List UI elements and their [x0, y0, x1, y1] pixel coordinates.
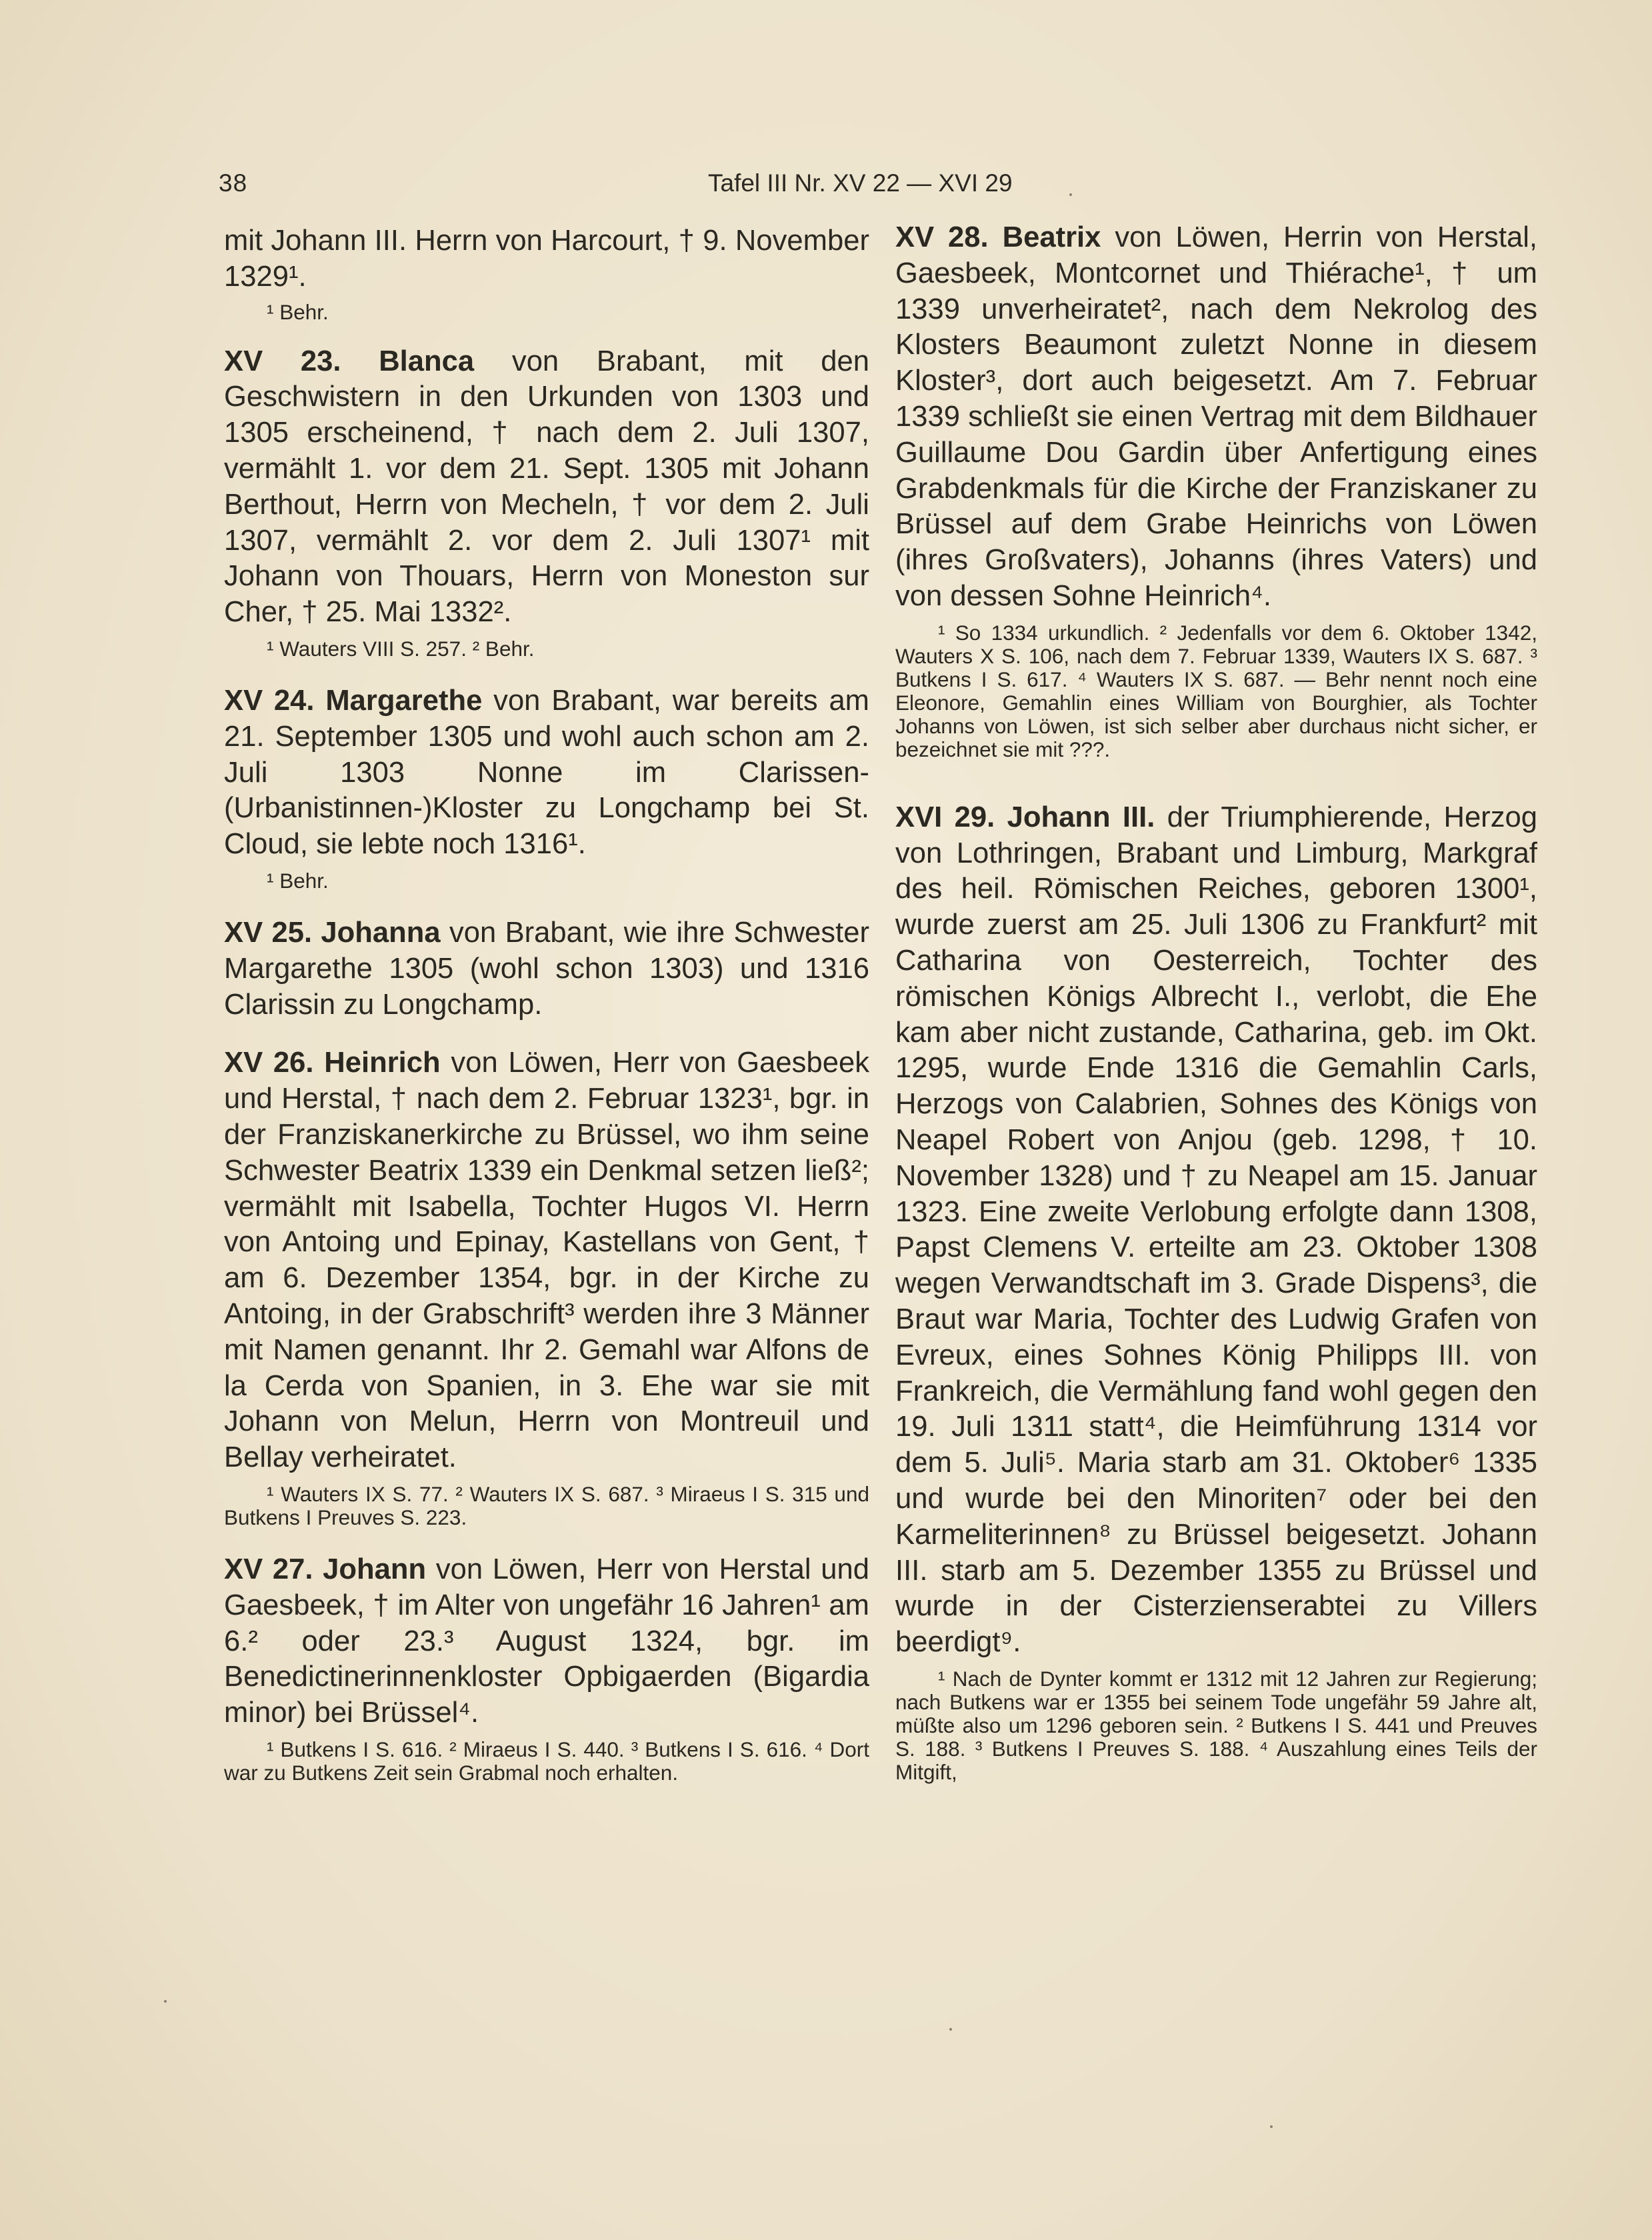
entry-xv27: [224, 1552, 869, 1785]
entry-id: XV 23.: [224, 345, 341, 377]
footnote: ¹ Behr.: [267, 299, 329, 324]
right-column: [895, 220, 1537, 1807]
entry-name: Beatrix: [1002, 221, 1101, 253]
entry-name: Johanna: [321, 916, 441, 949]
entry-name: Blanca: [379, 345, 475, 377]
entry-id: XV 25.: [224, 916, 313, 949]
running-head: Tafel III Nr. XV 22 — XVI 29: [708, 169, 1013, 197]
footnotes: ¹ Butkens I S. 616. ² Miraeus I S. 440. ³ Butkens I S. 616. ⁴ Dort war zu Butkens Zeit sein Grabmal noch erhalten.: [224, 1737, 869, 1785]
entry-text: von Brabant, wie ihre Schwester Margarethe 1305 (wohl schon 1303) und 1316 Clarissin zu Longchamp.: [224, 916, 869, 1021]
footnotes: ¹ So 1334 urkundlich. ² Jedenfalls vor dem 6. Oktober 1342, Wauters X S. 106, nach dem 7. Februar 1339, Wauters IX S. 687. ³ Butkens I S. 617. ⁴ Wauters IX S. 687. — Behr nennt noch eine Eleonore, Gemahlin eines William von Bourghier, als Tochter Johanns von Löwen, ist sich selber aber durchaus nicht sicher, er bezeichnet sie mit ???.: [895, 620, 1537, 761]
entry-name: Heinrich: [324, 1047, 441, 1079]
entry-id: XV 26.: [224, 1047, 314, 1079]
entry-text: von Löwen, Herr von Gaesbeek und Herstal, † nach dem 2. Februar 1323¹, bgr. in der Franziskanerkirche zu Brüssel, wo ihm seine Schwester Beatrix 1339 ein Denkmal setzen ließ²; vermählt mit Isabella, Tochter Hugos VI. Herrn von Antoing und Epinay, Kastellans von Gent, † am 6. Dezember 1354, bgr. in der Kirche zu Antoing, in der Grabschrift³ werden ihre 3 Männer mit Namen genannt. Ihr 2. Gemahl war Alfons de la Cerda von Spanien, in 3. Ehe war sie mit Johann von Melun, Herrn von Montreuil und Bellay verheiratet.: [224, 1047, 869, 1474]
footnotes: ¹ Wauters VIII S. 257. ² Behr.: [267, 636, 535, 661]
entry-id: XV 24.: [224, 684, 315, 717]
entry-xv23: [224, 344, 869, 661]
entry-text: von Löwen, Herrin von Herstal, Gaesbeek, Montcornet und Thiérache¹, † um 1339 unverheiratet², nach dem Nekrolog des Klosters Beaumont zuletzt Nonne in diesem Kloster³, dort auch beigesetzt. Am 7. Februar 1339 schließt sie einen Vertrag mit dem Bildhauer Guillaume Dou Gardin über Anfertigung eines Grabdenkmals für die Kirche der Franziskaner zu Brüssel auf dem Grabe Heinrichs von Löwen (ihres Großvaters), Johanns (ihres Vaters) und von dessen Sohne Heinrich⁴.: [895, 221, 1537, 612]
entry-xv26: [224, 1045, 869, 1529]
entry-text: von Brabant, war bereits am 21. September 1305 und wohl auch schon am 2. Juli 1303 Nonne im Clarissen-(Urbanistinnen-)Kloster zu Longchamp bei St. Cloud, sie lebte noch 1316¹.: [224, 684, 869, 861]
entry-text: von Löwen, Herr von Herstal und Gaesbeek, † im Alter von ungefähr 16 Jahren¹ am 6.² oder 23.³ August 1324, bgr. im Benedictinerinnenkloster Opbigaerden (Bigardia minor) bei Brüssel⁴.: [224, 1553, 869, 1729]
entry-xv28: [895, 220, 1537, 761]
entry-xv24: [224, 683, 869, 893]
paper-speck: [949, 2028, 952, 2031]
entry-id: XVI 29.: [895, 801, 995, 833]
paper-speck: [1069, 193, 1072, 196]
left-column: [224, 223, 869, 1807]
entry-id: XV 28.: [895, 221, 989, 253]
paper-speck: [1270, 2125, 1273, 2128]
entry-name: Johann III.: [1007, 801, 1155, 833]
entry-xvi29: [895, 800, 1537, 1784]
page-number: 38: [219, 169, 248, 197]
footnotes: ¹ Wauters IX S. 77. ² Wauters IX S. 687. ³ Miraeus I S. 315 und Butkens I Preuves S. 223.: [224, 1481, 869, 1529]
entry-text: der Triumphierende, Herzog von Lothringen, Brabant und Limburg, Markgraf des heil. Römischen Reiches, geboren 1300¹, wurde zuerst am 25. Juli 1306 zu Frankfurt² mit Catharina von Oesterreich, Tochter des römischen Königs Albrecht I., verlobt, die Ehe kam aber nicht zustande, Catharina, geb. im Okt. 1295, wurde Ende 1316 die Gemahlin Carls, Herzogs von Calabrien, Sohnes des Königs von Neapel Robert von Anjou (geb. 1298, † 10. November 1328) und † zu Neapel am 15. Januar 1323. Eine zweite Verlobung erfolgte dann 1308, Papst Clemens V. erteilte am 23. Oktober 1308 wegen Verwandtschaft im 3. Grade Dispens³, die Braut war Maria, Tochter des Ludwig Grafen von Evreux, eines Sohnes König Philipps III. von Frankreich, die Vermählung fand wohl gegen den 19. Juli 1311 statt⁴, die Heimführung 1314 vor dem 5. Juli⁵. Maria starb am 31. Oktober⁶ 1335 und wurde bei den Minoriten⁷ oder bei den Karmeliterinnen⁸ zu Brüssel beigesetzt. Johann III. starb am 5. Dezember 1355 zu Brüssel und wurde in der Cisterzienserabtei zu Villers beerdigt⁹.: [895, 801, 1537, 1659]
entry-name: Johann: [323, 1553, 427, 1585]
entry-id: XV 27.: [224, 1553, 313, 1585]
entry-xv25: [224, 915, 869, 1023]
continued-entry-text: mit Johann III. Herrn von Harcourt, † 9. November 1329¹.: [224, 225, 869, 293]
paper-speck: [164, 2000, 167, 2003]
footnotes: ¹ Nach de Dynter kommt er 1312 mit 12 Jahren zur Regierung; nach Butkens war er 1355 bei seinem Tode ungefähr 59 Jahre alt, müßte also um 1296 geboren sein. ² Butkens I S. 441 und Preuves S. 188. ³ Butkens I Preuves S. 188. ⁴ Auszahlung eines Teils der Mitgift,: [895, 1666, 1537, 1784]
continued-entry: [224, 223, 869, 324]
entry-name: Margarethe: [325, 684, 483, 717]
footnotes: ¹ Behr.: [267, 868, 329, 893]
entry-text: von Brabant, mit den Geschwistern in den Urkunden von 1303 und 1305 erscheinend, † nach dem 2. Juli 1307, vermählt 1. vor dem 21. Sept. 1305 mit Johann Berthout, Herrn von Mecheln, † vor dem 2. Juli 1307, vermählt 2. vor dem 2. Juli 1307¹ mit Johann von Thouars, Herrn von Moneston sur Cher, † 25. Mai 1332².: [224, 345, 869, 629]
